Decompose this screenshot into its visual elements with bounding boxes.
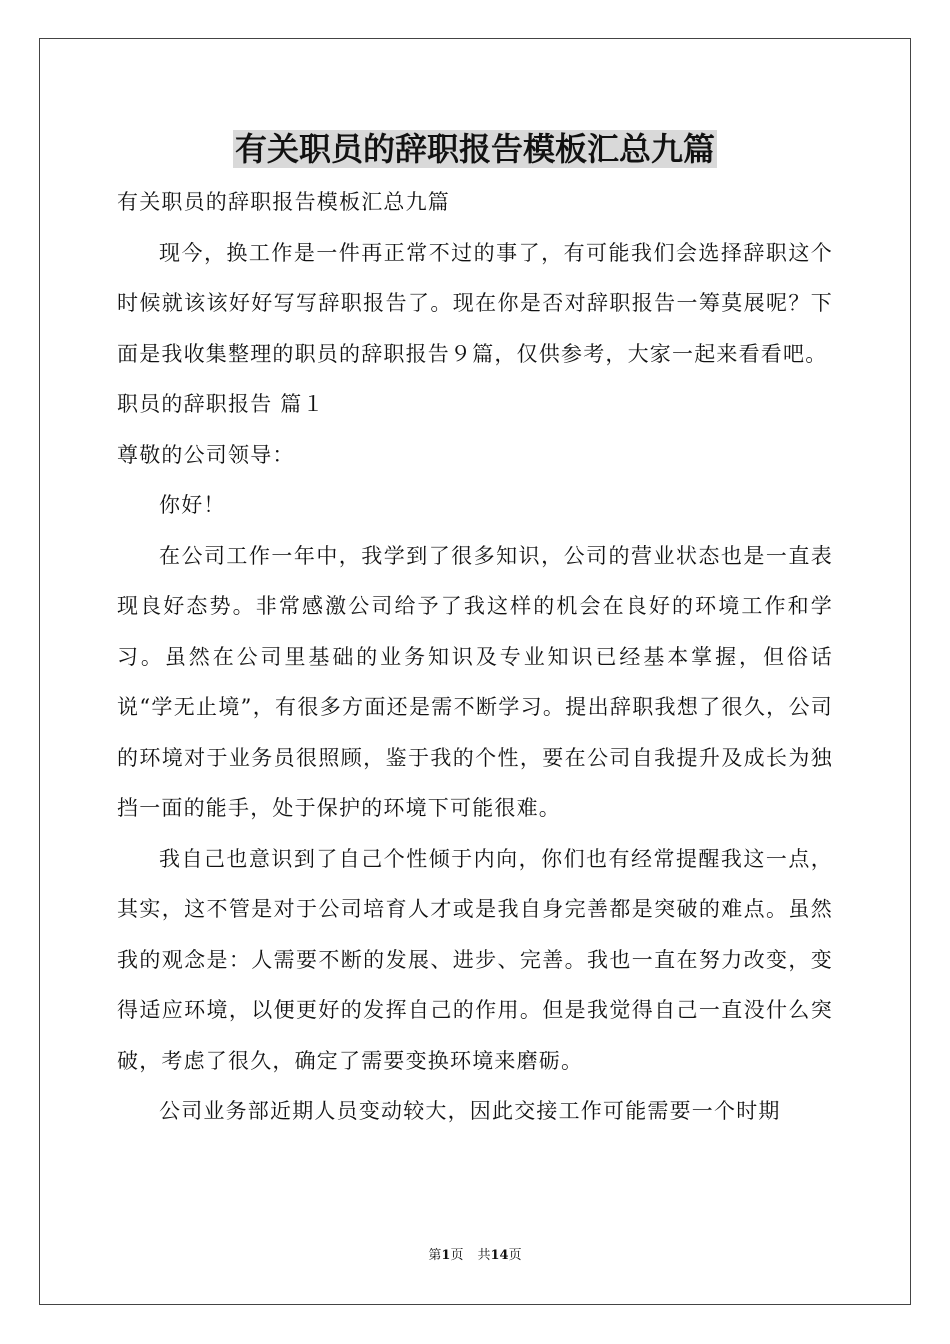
page-suffix: 页 bbox=[450, 1248, 464, 1263]
document-title-text: 有关职员的辞职报告模板汇总九篇 bbox=[234, 130, 715, 168]
salutation: 尊敬的公司领导： bbox=[117, 442, 295, 467]
document-body bbox=[117, 177, 833, 1137]
page-prefix: 第 bbox=[428, 1248, 442, 1263]
total-prefix: 共 bbox=[477, 1248, 491, 1263]
page-footer bbox=[0, 1247, 950, 1265]
section-heading: 职员的辞职报告 篇１ bbox=[117, 392, 325, 416]
paragraph-intro: 现今，换工作是一件再正常不过的事了，有可能我们会选择辞职这个时候就该该好好写写辞职报告了。现在你是否对辞职报告一筹莫展呢？下面是我收集整理的职员的辞职报告９篇，仅供参考，大家一起来看看吧。 bbox=[117, 240, 833, 366]
paragraph-body-2: 我自己也意识到了自己个性倾于内向，你们也有经常提醒我这一点，其实，这不管是对于公司培育人才或是我自身完善都是突破的难点。虽然我的观念是：人需要不断的发展、进步、完善。我也一直在努力改变，变得适应环境，以便更好的发挥自己的作用。但是我觉得自己一直没什么突破，考虑了很久，确定了需要变换环境来磨砺。 bbox=[117, 846, 833, 1073]
total-pages: 14 bbox=[490, 1248, 509, 1263]
paragraph-body-3: 公司业务部近期人员变动较大，因此交接工作可能需要一个时期 bbox=[159, 1099, 781, 1123]
total-suffix: 页 bbox=[508, 1248, 522, 1263]
greeting: 你好！ bbox=[159, 493, 226, 517]
page-number: 1 bbox=[441, 1248, 451, 1263]
paragraph-body-1: 在公司工作一年中，我学到了很多知识，公司的营业状态也是一直表现良好态势。非常感激公司给予了我这样的机会在良好的环境工作和学习。虽然在公司里基础的业务知识及专业知识已经基本掌握，但俗话说“学无止境”，有很多方面还是需不断学习。提出辞职我想了很久，公司的环境对于业务员很照顾，鉴于我的个性，要在公司自我提升及成长为独挡一面的能手，处于保护的环境下可能很难。 bbox=[117, 543, 833, 820]
document-title bbox=[0, 126, 950, 172]
paragraph-subtitle: 有关职员的辞职报告模板汇总九篇 bbox=[117, 190, 450, 214]
